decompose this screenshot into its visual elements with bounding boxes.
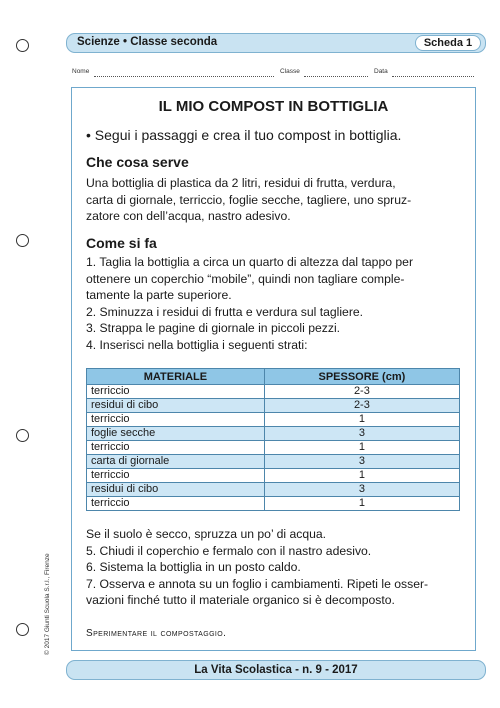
copyright-notice: © 2017 Giunti Scuola S.r.l., Firenze	[44, 553, 51, 655]
text-line: vazioni finché tutto il materiale organico si è decomposto.	[86, 593, 395, 607]
table-row	[87, 427, 460, 441]
binder-hole-1	[16, 39, 29, 52]
cell-materiale: residui di cibo	[87, 483, 265, 497]
classe-label: Classe	[280, 68, 300, 75]
text-line: 3. Strappa le pagine di giornale in piccoli pezzi.	[86, 321, 341, 335]
table-row	[87, 441, 460, 455]
text-line: 5. Chiudi il coperchio e fermalo con il nastro adesivo.	[86, 543, 372, 558]
binder-hole-2	[16, 234, 29, 247]
data-label: Data	[374, 68, 388, 75]
data-field[interactable]	[392, 76, 474, 77]
cell-spessore: 3	[264, 455, 459, 469]
table-row	[87, 497, 460, 511]
closing-steps	[86, 526, 466, 609]
table-row	[87, 413, 460, 427]
cell-materiale: terriccio	[87, 441, 265, 455]
text-line: ottenere un coperchio “mobile”, quindi non tagliare comple-	[86, 271, 405, 286]
table-row	[87, 385, 460, 399]
text-line: 2. Sminuzza i residui di frutta e verdura sul tagliere.	[86, 304, 364, 319]
text-line: zatore con dell’acqua, nastro adesivo.	[86, 209, 291, 223]
materials-text	[86, 175, 466, 225]
section-heading-materials: Che cosa serve	[86, 154, 189, 170]
subject-label: Scienze • Classe seconda	[77, 36, 218, 48]
intro-instruction: • Segui i passaggi e crea il tuo compost in bottiglia.	[86, 127, 402, 143]
cell-spessore: 3	[264, 427, 459, 441]
cell-materiale: terriccio	[87, 413, 265, 427]
table-row	[87, 483, 460, 497]
classe-field[interactable]	[304, 76, 368, 77]
table-row	[87, 399, 460, 413]
text-line: Una bottiglia di plastica da 2 litri, residui di frutta, verdura,	[86, 176, 396, 190]
cell-materiale: terriccio	[87, 497, 265, 511]
binder-hole-3	[16, 429, 29, 442]
cell-spessore: 2-3	[264, 385, 459, 399]
cell-spessore: 1	[264, 497, 459, 511]
nome-label: Nome	[72, 68, 90, 75]
text-line: tamente la parte superiore.	[86, 288, 232, 302]
binder-hole-4	[16, 623, 29, 636]
text-line: carta di giornale, terriccio, foglie secche, tagliere, uno spruz-	[86, 192, 412, 207]
text-line: 7. Osserva e annota su un foglio i cambiamenti. Ripeti le osser-	[86, 576, 429, 591]
table-row	[87, 455, 460, 469]
publication-footer: La Vita Scolastica - n. 9 - 2017	[66, 660, 486, 680]
cell-materiale: foglie secche	[87, 427, 265, 441]
cell-materiale: terriccio	[87, 385, 265, 399]
cell-spessore: 3	[264, 483, 459, 497]
section-heading-procedure: Come si fa	[86, 235, 157, 251]
text-line: 6. Sistema la bottiglia in un posto caldo.	[86, 560, 301, 574]
column-header-materiale: MATERIALE	[87, 369, 265, 385]
procedure-text	[86, 254, 466, 353]
cell-spessore: 2-3	[264, 399, 459, 413]
activity-footer-note: Sperimentare il compostaggio.	[86, 628, 227, 639]
cell-spessore: 1	[264, 469, 459, 483]
layers-table	[86, 368, 460, 511]
nome-field[interactable]	[94, 76, 274, 77]
cell-materiale: terriccio	[87, 469, 265, 483]
column-header-spessore: SPESSORE (cm)	[264, 369, 459, 385]
cell-materiale: carta di giornale	[87, 455, 265, 469]
page-title: IL MIO COMPOST IN BOTTIGLIA	[158, 98, 389, 115]
text-line: 1. Taglia la bottiglia a circa un quarto di altezza dal tappo per	[86, 255, 414, 269]
content-frame	[71, 87, 476, 651]
header-bar	[66, 33, 486, 53]
text-line: 4. Inserisci nella bottiglia i seguenti strati:	[86, 337, 308, 352]
cell-spessore: 1	[264, 441, 459, 455]
scheda-badge: Scheda 1	[415, 35, 481, 51]
text-line: Se il suolo è secco, spruzza un po’ di acqua.	[86, 527, 327, 541]
cell-materiale: residui di cibo	[87, 399, 265, 413]
cell-spessore: 1	[264, 413, 459, 427]
table-row	[87, 469, 460, 483]
